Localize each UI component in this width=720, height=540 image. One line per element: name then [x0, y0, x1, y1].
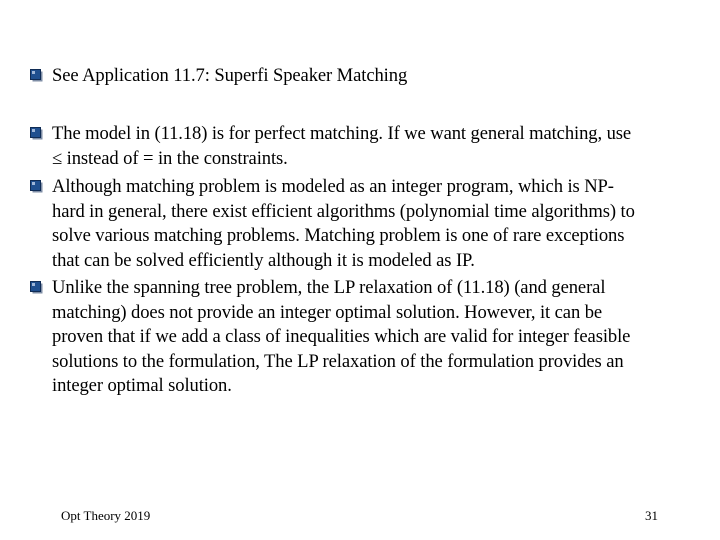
bullet-item [30, 276, 694, 399]
bullet-text [52, 122, 694, 171]
text-line: Although matching problem is modeled as an integer program, which is NP- [52, 176, 614, 197]
text-line: solve various matching problems. Matching problem is one of rare exceptions [52, 225, 625, 247]
bullet-item [30, 64, 694, 89]
text-line: Unlike the spanning tree problem, the LP relaxation of (11.18) (and general [52, 277, 606, 298]
page-number: 31 [645, 508, 658, 523]
bullet-text [52, 276, 694, 399]
square-bullet-icon [30, 69, 43, 82]
bullet-text [52, 175, 694, 273]
text-line: integer optimal solution. [52, 375, 232, 397]
bullet-item [30, 175, 694, 273]
text-line: ≤ instead of = in the constraints. [52, 147, 288, 169]
bullet-item [30, 122, 694, 171]
text-line: solutions to the formulation, The LP relaxation of the formulation provides an [52, 350, 624, 372]
bullet-text [52, 64, 694, 89]
text-line: hard in general, there exist efficient algorithms (polynomial time algorithms) to [52, 200, 635, 222]
square-bullet-icon [30, 127, 43, 140]
square-bullet-icon [30, 180, 43, 193]
text-line: that can be solved efficiently although it is modeled as IP. [52, 249, 475, 271]
text-line: matching) does not provide an integer optimal solution. However, it can be [52, 301, 603, 323]
text-line: The model in (11.18) is for perfect matching. If we want general matching, use [52, 123, 632, 144]
text-line: See Application 11.7: Superfi Speaker Matching [52, 65, 408, 86]
footer-course-label: Opt Theory 2019 [61, 508, 151, 523]
text-line: proven that if we add a class of inequalities which are valid for integer feasible [52, 326, 631, 348]
square-bullet-icon [30, 281, 43, 294]
